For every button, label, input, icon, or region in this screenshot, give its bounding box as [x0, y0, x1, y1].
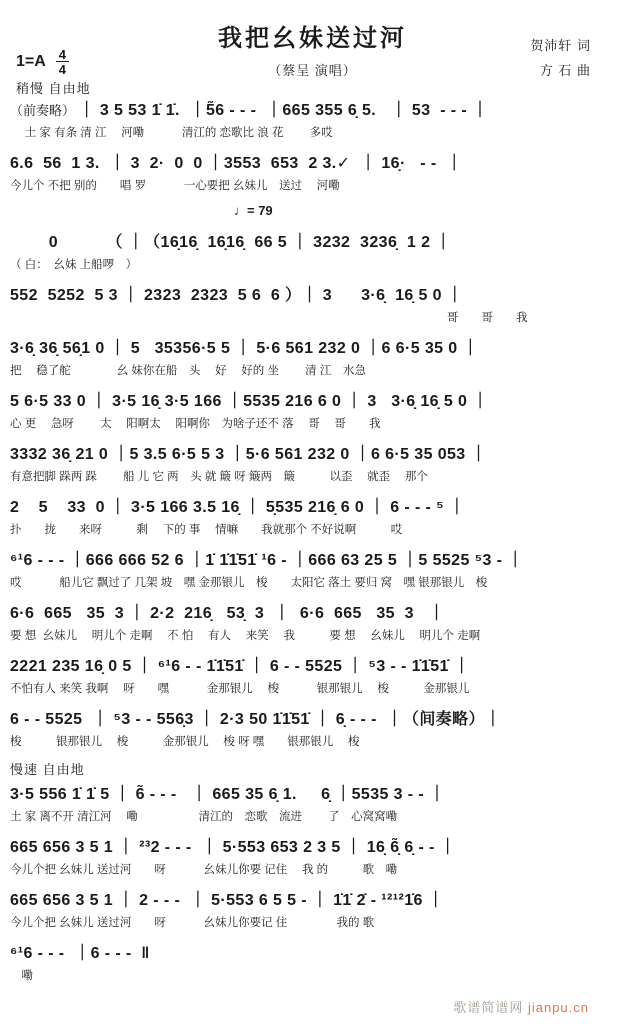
notation-text: 0 （ ｜（16̣16̣ 16̣16̣ 66 5 ｜ 3232 3236̣ 1 2 ｜ — [10, 234, 452, 251]
music-system — [10, 150, 620, 203]
notation-line — [10, 150, 620, 177]
notation-text: ⁶¹6 - - - ｜6 - - - ‖ — [10, 945, 150, 962]
tempo-words: 稍慢 自由地 — [16, 81, 91, 96]
notation-text: 3·5 556 1̇ 1̇ 5 ｜ 6̃ - - - ｜ 665 35 6̣ 1. 6̣ ｜5535 3 - - ｜ — [10, 786, 446, 803]
site-name: 歌谱简谱网 — [453, 1000, 524, 1015]
notation-line — [10, 441, 620, 468]
notation-text: ⁶¹6 - - - ｜666 666 52 6 ｜1̇ 1̇1̇51̇ ¹6 - ｜666 63 25 5 ｜5 5525 ⁵3 - ｜ — [10, 552, 524, 569]
music-system — [10, 441, 620, 494]
credits — [530, 34, 591, 83]
music-system — [10, 335, 620, 388]
key-and-meter — [16, 48, 69, 76]
music-system — [10, 547, 620, 600]
notation-text: 6.6 56 1 3. ｜ 3 2· 0 0 ｜3553 653 2 3.✓ ｜ 16̣· - - ｜ — [10, 155, 463, 172]
lyrics-line: 今儿个 不把 别的 唱 罗 一心要把 幺妹儿 送过 河嘞 — [10, 180, 340, 192]
notation-line — [10, 388, 620, 415]
page-title: 我把幺妹送过河 — [218, 26, 407, 52]
lyrics-line: 把 稳了舵 幺 妹你在船 头 好 好的 坐 清 江 水急 — [10, 365, 366, 377]
lyrics-line: 不怕有人 来笑 我啊 呀 嘿 金那银儿 梭 银那银儿 梭 金那银儿 — [10, 683, 470, 695]
notation-line — [10, 282, 620, 309]
notation-line — [10, 940, 620, 967]
notation-line — [10, 547, 620, 574]
music-system — [10, 887, 620, 940]
notation-text: 6 - - 5525 ｜ ⁵3 - - 556̣3 ｜ 2·3 50 1̇1̇51̇ ｜ 6̣ - - - ｜（间奏略）｜ — [10, 711, 502, 728]
lyricist-credit: 贺沛轩 词 — [530, 38, 591, 53]
music-system — [10, 97, 620, 150]
lyrics-line: 要 想 幺妹儿 明儿个 走啊 不 怕 有人 来笑 我 要 想 幺妹儿 明儿个 走啊 — [10, 630, 481, 642]
music-system — [10, 940, 620, 993]
footer — [453, 997, 589, 1016]
music-system — [10, 282, 620, 335]
site-link[interactable]: jianpu.cn — [527, 1000, 589, 1015]
music-system — [10, 781, 620, 834]
notation-text: 5 6·5 33 0 ｜ 3·5 16̣ 3·5 166 ｜5535 216 6 0 ｜ 3 3·6̣ 16̣ 5 0 ｜ — [10, 393, 489, 410]
section-marking: 慢速 自由地 — [10, 762, 85, 777]
lyrics-line: 土 家 有条 清 江 河嘞 清江的 恋歌比 浪 花 多哎 — [10, 127, 333, 139]
notation-text: 552 5252 5 3 ｜ 2323 2323 5 6 6 ）｜ 3 3·6̣ 16̣ 5 0 ｜ — [10, 287, 464, 304]
notation-text: 665 656 3 5 1 ｜ ²³2 - - - ｜ 5·553 653 2 3 5 ｜ 16̣ 6̣̃ 6̣ - - ｜ — [10, 839, 457, 856]
lyrics-line: 梭 银那银儿 梭 金那银儿 梭 呀 嘿 银那银儿 梭 — [10, 736, 360, 748]
notation-text: 2221 235 16̣ 0 5 ｜ ⁶¹6 - - 1̇1̇51̇ ｜ 6 - - 5525 ｜ ⁵3 - - 1̇1̇51̇ ｜ — [10, 658, 471, 675]
notation-line — [10, 706, 620, 733]
notation-text: 2 5 33 0 ｜ 3·5 166 3.5 16̣ ｜ 5̣535 216̣ 6 0 ｜ 6 - - - ⁵ ｜ — [10, 499, 466, 516]
lyrics-line: （ 白： 幺妹 上船啰 ） — [10, 259, 138, 271]
notation-line — [10, 494, 620, 521]
key-signature: 1=A — [16, 53, 46, 70]
music-system — [10, 706, 620, 759]
music-system — [10, 834, 620, 887]
music-system — [10, 600, 620, 653]
notation-line — [10, 229, 620, 256]
composer-credit: 方 石 曲 — [539, 62, 591, 78]
time-signature-denominator: 4 — [56, 61, 69, 76]
lyrics-line: 嘞 — [10, 970, 33, 982]
notation-label: （前奏略） — [10, 103, 79, 118]
notation-line — [10, 600, 620, 627]
notation-text: 3·6̣ 36̣ 56̣1 0 ｜ 5 35356·5 5 ｜ 5·6 561 232 0 ｜6 6·5 35 0 ｜ — [10, 340, 479, 357]
lyrics-line: 哎 船儿它 飘过了 几架 坡 嘿 金那银儿 梭 太阳它 落土 要归 窝 嘿 银那银儿 梭 — [10, 577, 488, 589]
notation-text: 3332 36̣ 21 0 ｜5 3.5 6·5 5 3 ｜5·6 561 232 0 ｜6 6·5 35 053 ｜ — [10, 446, 487, 463]
notation-line — [10, 781, 620, 808]
time-signature-numerator: 4 — [58, 47, 67, 62]
notation-text: ｜ 3 5 53 1̇ 1̇. ｜5̃6 - - - ｜665 355 6̣ 5. ｜ 53 - - - ｜ — [78, 102, 489, 119]
lyrics-line: 今儿个把 幺妹儿 送过河 呀 幺妹儿你要 记住 我 的 歌 嘞 — [10, 864, 398, 876]
lyrics-line: 今儿个把 幺妹儿 送过河 呀 幺妹儿你要记 住 我的 歌 — [10, 917, 375, 929]
performer-subtitle: （蔡呈 演唱） — [268, 63, 357, 78]
lyrics-line: 扑 拢 来呀 剩 下的 事 情嘛 我就那个 不好说啊 哎 — [10, 524, 403, 536]
tempo-marking: ♩= 79 — [234, 203, 273, 218]
music-system — [10, 229, 620, 282]
time-signature — [56, 48, 69, 76]
lyrics-line: 心 更 急呀 太 阳啊太 阳啊你 为啥子还不 落 哥 哥 我 — [10, 418, 381, 430]
notation-line — [10, 97, 620, 124]
notation-line — [10, 653, 620, 680]
notation-line — [10, 335, 620, 362]
music-system — [10, 388, 620, 441]
lyrics-line: 土 家 离不开 清江河 嘞 清江的 恋歌 流进 了 心窝窝嘞 — [10, 811, 398, 823]
score — [10, 97, 620, 993]
notation-text: 6·6 665 35 3 ｜ 2·2 216̣ 53̣ 3 ｜ 6·6 665 35 3 ｜ — [10, 605, 445, 622]
music-system — [10, 494, 620, 547]
notation-line — [10, 887, 620, 914]
lyrics-line: 哥 哥 我 — [10, 312, 528, 324]
notation-text: 665 656 3 5 1 ｜ 2 - - - ｜ 5·553 6 5 5 - ｜ 1̇1̇ 2̇ - ¹²¹²1̇6 ｜ — [10, 892, 445, 909]
notation-line — [10, 834, 620, 861]
music-system — [10, 653, 620, 706]
lyrics-line: 有意把脚 跺两 跺 船 儿 它 两 头 就 簸 呀 簸两 簸 以歪 就歪 那个 — [10, 471, 428, 483]
